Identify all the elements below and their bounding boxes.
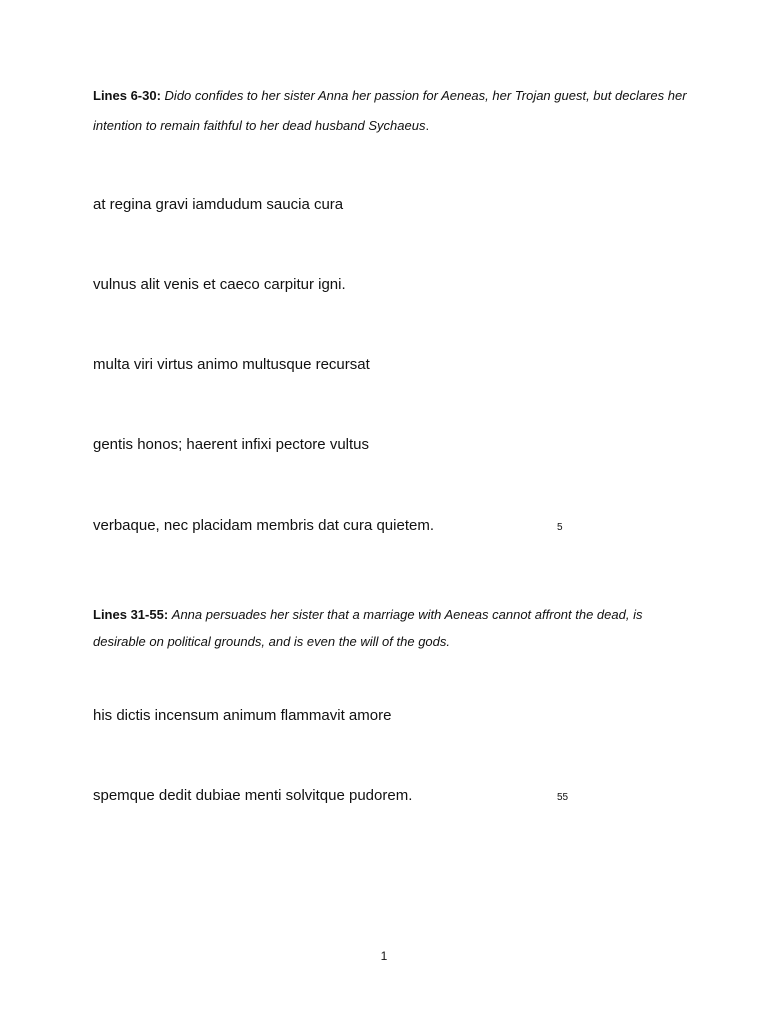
verse-line: his dictis incensum animum flammavit amore xyxy=(93,707,392,724)
verse-line: gentis honos; haerent infixi pectore vultus xyxy=(93,436,369,453)
verse-line: multa viri virtus animo multusque recursat xyxy=(93,356,370,373)
section-description-1: Dido confides to her sister Anna her passion for Aeneas, her Trojan guest, but declares her intention to remain faithful to her dead husband Sychaeus xyxy=(93,88,687,133)
section-label-1: Lines 6-30: xyxy=(93,88,161,103)
section-description-2: Anna persuades her sister that a marriage with Aeneas cannot affront the dead, is desirable on political grounds, and is even the will of the gods. xyxy=(93,607,643,649)
line-number-55: 55 xyxy=(557,792,569,803)
section-trailing-1: . xyxy=(425,118,430,133)
section-summary-1 xyxy=(93,81,693,141)
verse-line: at regina gravi iamdudum saucia cura xyxy=(93,196,344,213)
verse-line: spemque dedit dubiae menti solvitque pudorem. xyxy=(93,787,413,804)
section-label-2: Lines 31-55: xyxy=(93,607,169,622)
verse-line: verbaque, nec placidam membris dat cura quietem. xyxy=(93,517,435,534)
page-number: 1 xyxy=(380,949,388,963)
line-number-5: 5 xyxy=(557,522,563,533)
verse-line: vulnus alit venis et caeco carpitur igni. xyxy=(93,276,346,293)
section-summary-2 xyxy=(93,601,693,655)
